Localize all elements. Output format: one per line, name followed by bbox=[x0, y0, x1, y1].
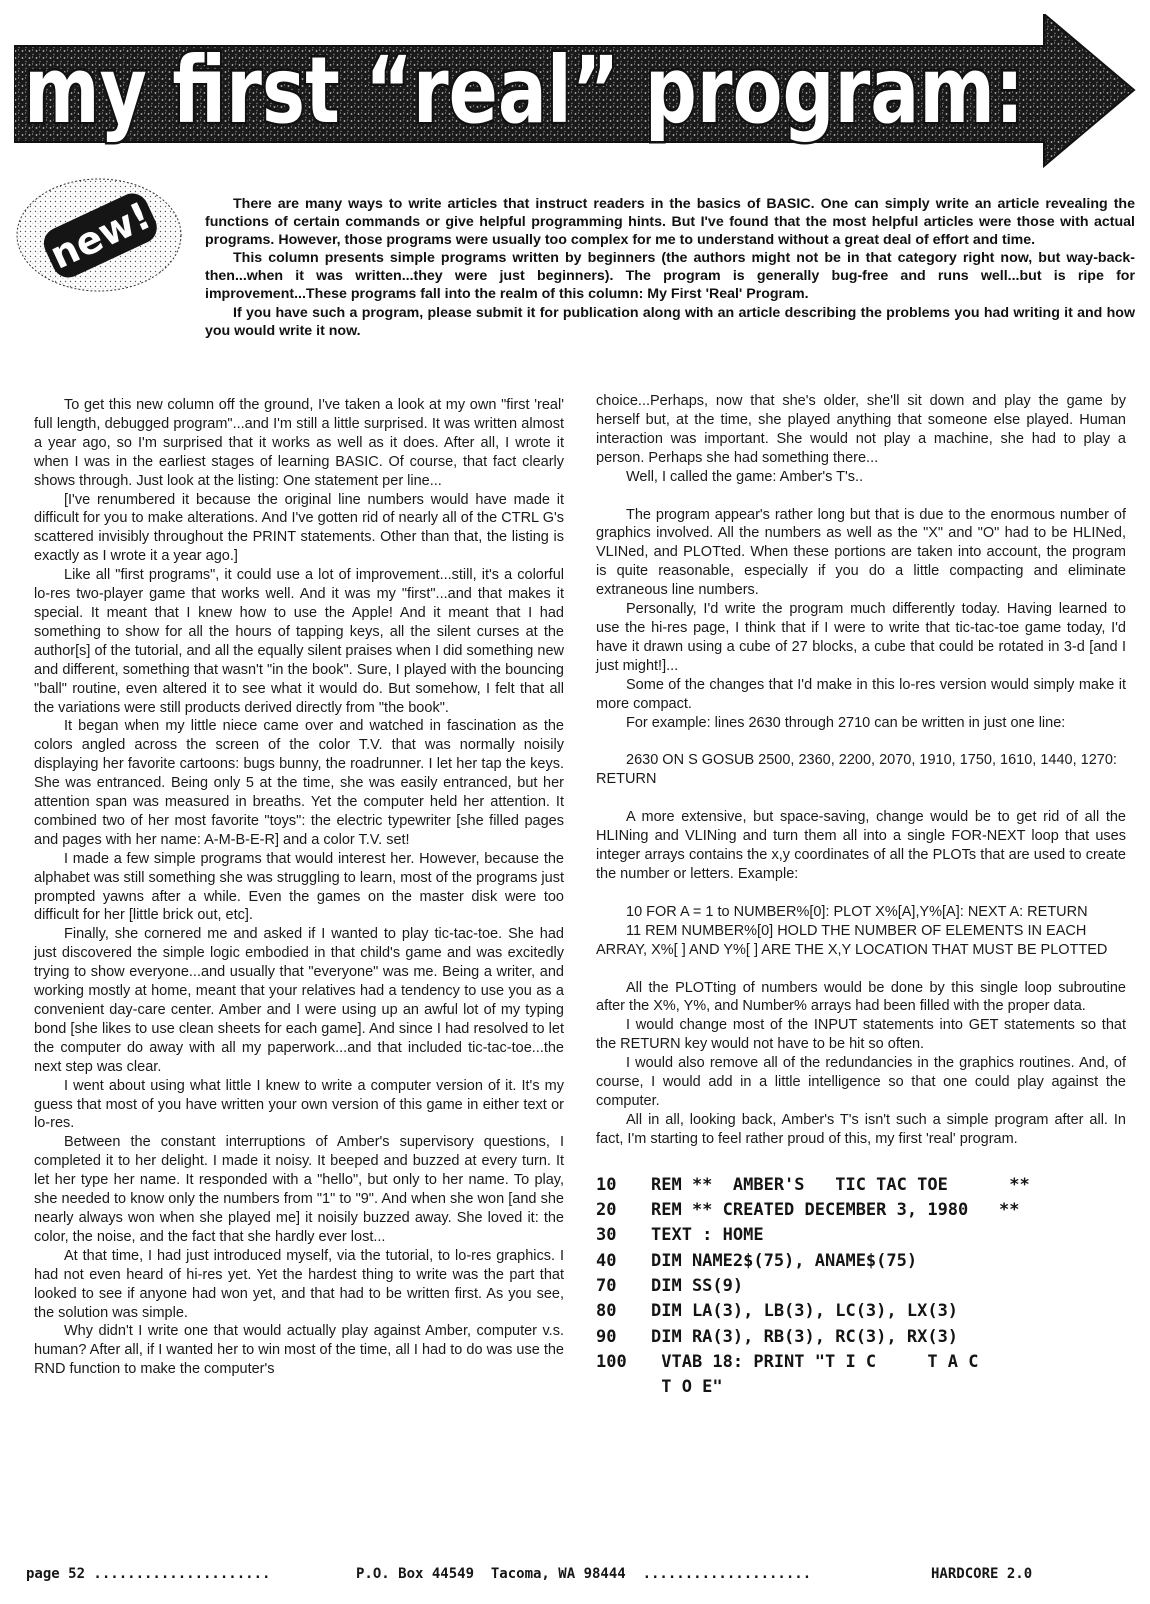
body-paragraph: I would also remove all of the redundancies in the graphics routines. And, of course, I would add in a little intelligence so that one could play against the computer. bbox=[596, 1055, 1126, 1109]
intro-block bbox=[205, 195, 1135, 340]
body-paragraph: I made a few simple programs that would interest her. However, because the alphabet was still something she was struggling to learn, most of the programs just prompted yawns after a while. Even the games on the master disk were too difficult for her [little brick out, etc]. bbox=[34, 850, 564, 924]
line-number: 10 bbox=[596, 1174, 617, 1195]
listing-line bbox=[596, 1350, 1126, 1375]
line-number: 90 bbox=[596, 1326, 617, 1347]
line-number: 80 bbox=[596, 1301, 617, 1322]
body-paragraph: Well, I called the game: Amber's T's.. bbox=[626, 468, 864, 485]
line-code: DIM LA(3), LB(3), LC(3), LX(3) bbox=[651, 1301, 959, 1322]
line-code: DIM RA(3), RB(3), RC(3), RX(3) bbox=[651, 1326, 959, 1347]
line-code: DIM SS(9) bbox=[651, 1275, 744, 1296]
body-paragraph: I went about using what little I knew to write a computer version of it. It's my guess that most of you have written your own version of this game in either text or lo-res. bbox=[34, 1077, 564, 1132]
footer-page-number: page 52 ..................... bbox=[26, 1566, 271, 1582]
body-paragraph: To get this new column off the ground, I've taken a look at my own "first 'real' full length, debugged program"...and I'm still a little surprised. It was written almost a year ago, so I'm surprised that it works as well as it does. After all, I wrote it when I was in the earliest stages of learning BASIC. Of course, that fact clearly shows through. Just look at the listing: One statement per line... bbox=[34, 397, 564, 489]
line-code: VTAB 18: PRINT "T I C T A C bbox=[651, 1351, 979, 1372]
body-paragraph: All the PLOTting of numbers would be done by this single loop subroutine after the X%, Y%, and Number% arrays had been filled with the proper data. bbox=[596, 979, 1126, 1015]
body-paragraph: Finally, she cornered me and asked if I wanted to play tic-tac-toe. She had just discovered the simple logic embodied in that child's game and was excitedly trying to show everyone...and usually that "everyone" was me. Being a writer, and working mostly at home, meant that your relatives had a tendency to use you as a convenient day-care center. Amber and I were using up an awful lot of my typing bond [she likes to use clean sheets for each game]. And since I had resolved to let the computer do away with all my paperwork...and that included tic-tac-toe...the next step was clear. bbox=[34, 926, 564, 1075]
arrow-banner-graphic bbox=[14, 14, 1138, 176]
body-paragraph: It began when my little niece came over and watched in fascination as the colors angled across the screen of the color T.V. that was normally noisily displaying her favorite cartoons: bugs bunny, the roadrunner. I let her tap the keys. She was entranced. Being only 5 at the time, she was easily entranced, but her attention span was measured in breaths. Yet the computer held her attention. It combined two of her most favorite "toys": the electric typewriter [she filled pages and pages with her name: A-M-B-E-R] and a color T.V. set! bbox=[34, 718, 564, 848]
listing-line bbox=[596, 1299, 1126, 1324]
line-number: 70 bbox=[596, 1275, 617, 1296]
line-code: DIM NAME2$(75), ANAME$(75) bbox=[651, 1250, 918, 1271]
code-example-for-loop: 10 FOR A = 1 to NUMBER%[0]: PLOT X%[A],Y%[A]: NEXT A: RETURN bbox=[626, 903, 1088, 920]
body-paragraph: All in all, looking back, Amber's T's isn't such a simple program after all. In fact, I'm starting to feel rather proud of this, my first 'real' program. bbox=[596, 1111, 1126, 1147]
badge-label: new! bbox=[43, 193, 158, 278]
body-paragraph: choice...Perhaps, now that she's older, she'll sit down and play the game by herself but, at the time, she played anything that someone else played. Human interaction was important. She would not play a machine, she had to play a person. Perhaps she had something there... bbox=[596, 393, 1126, 466]
listing-line bbox=[596, 1223, 1126, 1248]
line-number: 20 bbox=[596, 1200, 617, 1221]
code-example-rem: 11 REM NUMBER%[0] HOLD THE NUMBER OF ELEMENTS IN EACH ARRAY, X%[ ] AND Y%[ ] ARE THE X,Y LOCATION THAT MUST BE PLOTTED bbox=[596, 922, 1108, 958]
listing-line bbox=[596, 1198, 1126, 1223]
listing-line bbox=[596, 1375, 1126, 1400]
new-badge bbox=[14, 170, 189, 300]
listing-line bbox=[596, 1325, 1126, 1350]
line-code: T O E" bbox=[651, 1377, 723, 1398]
code-example-ongosub: 2630 ON S GOSUB 2500, 2360, 2200, 2070, 1910, 1750, 1610, 1440, 1270: RETURN bbox=[596, 752, 1117, 788]
line-code: REM ** CREATED DECEMBER 3, 1980 ** bbox=[651, 1200, 1020, 1221]
listing-line bbox=[596, 1173, 1126, 1198]
body-paragraph: For example: lines 2630 through 2710 can be written in just one line: bbox=[626, 714, 1066, 731]
title-banner bbox=[14, 14, 1138, 176]
body-paragraph: [I've renumbered it because the original line numbers would have made it difficult for you to make alterations. And I've gotten rid of nearly all of the CTRL G's scattered invisibly throughout the PRINT statements. Other than that, the listing is exactly as I wrote it a year ago.] bbox=[34, 491, 564, 565]
body-paragraph: Some of the changes that I'd make in this lo-res version would simply make it more compact. bbox=[596, 676, 1126, 712]
intro-paragraph: There are many ways to write articles that instruct readers in the basics of BASIC. One can simply write an article revealing the functions of certain commands or give helpful programming hints. But I've found that the most helpful articles were those with actual programs. However, those programs were usually too complex for me to understand without a great deal of effort and time. bbox=[205, 196, 1135, 249]
body-paragraph: The program appear's rather long but that is due to the enormous number of graphics involved. All the numbers as well as the "X" and "O" had to be HLINed, VLINed, and PLOTted. When these portions are taken into account, the program is quite reasonable, especially if you do a little compacting and eliminate extraneous line numbers. bbox=[596, 506, 1126, 599]
body-paragraph: Why didn't I write one that would actually play against Amber, computer v.s. human? After all, if I wanted her to win most of the time, all I had to do was use the RND function to make the computer's bbox=[34, 1323, 564, 1378]
intro-paragraph: If you have such a program, please submit it for publication along with an article describing the problems you had writing it and how you would write it now. bbox=[205, 304, 1135, 339]
intro-paragraph: This column presents simple programs written by beginners (the authors might not be in that category right now, but way-back-then...when it was written...they were just beginners). The program is generally bug-free and runs well...but is ripe for improvement...These programs fall into the realm of this column: My First 'Real' Program. bbox=[205, 250, 1135, 303]
body-paragraph: Between the constant interruptions of Amber's supervisory questions, I completed it to her delight. I made it noisy. It beeped and buzzed at every turn. It let her type her name. It responded with a "hello", but only to her name. To play, she needed to know only the numbers from "1" to "9". And when she won [and she nearly always won when she played me] it noisily buzzed away. She loved it: the color, the noise, and the fact that she hardly ever lost... bbox=[34, 1134, 564, 1245]
line-number bbox=[596, 1375, 651, 1400]
page-footer bbox=[26, 1566, 1136, 1582]
body-paragraph: At that time, I had just introduced myself, via the tutorial, to lo-res graphics. I had not even heard of hi-res yet. Yet the hardest thing to write was the part that looked to see if anyone had won yet, and that had to be written first. As you see, the solution was simple. bbox=[34, 1247, 564, 1321]
line-number: 100 bbox=[596, 1351, 627, 1372]
program-listing bbox=[596, 1173, 1126, 1401]
footer-issue: HARDCORE 2.0 bbox=[931, 1566, 1033, 1582]
body-paragraph: A more extensive, but space-saving, change would be to get rid of all the HLINing and VLINing and turn them all into a single FOR-NEXT loop that uses integer arrays contains the x,y coordinates of all the PLOTs that are used to create the number or letters. Example: bbox=[596, 809, 1126, 882]
body-paragraph: I would change most of the INPUT statements into GET statements so that the RETURN key would not have to be hit so often. bbox=[596, 1017, 1126, 1053]
line-number: 30 bbox=[596, 1225, 617, 1246]
banner-title: my first “real” program: bbox=[24, 37, 1024, 144]
listing-line bbox=[596, 1274, 1126, 1299]
line-code: TEXT : HOME bbox=[651, 1225, 764, 1246]
body-paragraph: Like all "first programs", it could use a lot of improvement...still, it's a colorful lo-res two-player game that works well. And it was my "first"...and that makes it special. It meant that I knew how to use the Apple! And it meant that I had something to show for all the hours of tapping keys, all the silent curses at the author[s] of the tutorial, and all the equally silent praises when I did something new and different, something that wasn't "in the book". Sure, I played with the bouncing "ball" routine, even altered it to see what it would do. But somehow, I felt that all the variations were still products derived directly from "the book". bbox=[34, 567, 564, 716]
footer-address: P.O. Box 44549 Tacoma, WA 98444 .................... bbox=[356, 1566, 812, 1582]
right-column bbox=[596, 392, 1126, 1400]
line-number: 40 bbox=[596, 1250, 617, 1271]
left-column bbox=[34, 396, 564, 1379]
listing-line bbox=[596, 1249, 1126, 1274]
line-code: REM ** AMBER'S TIC TAC TOE ** bbox=[651, 1174, 1030, 1195]
body-paragraph: Personally, I'd write the program much differently today. Having learned to use the hi-res page, I think that if I were to write that tic-tac-toe game today, I'd have it drawn using a cube of 27 blocks, a cube that could be rotated in 3-d [and I just might!]... bbox=[596, 601, 1126, 674]
